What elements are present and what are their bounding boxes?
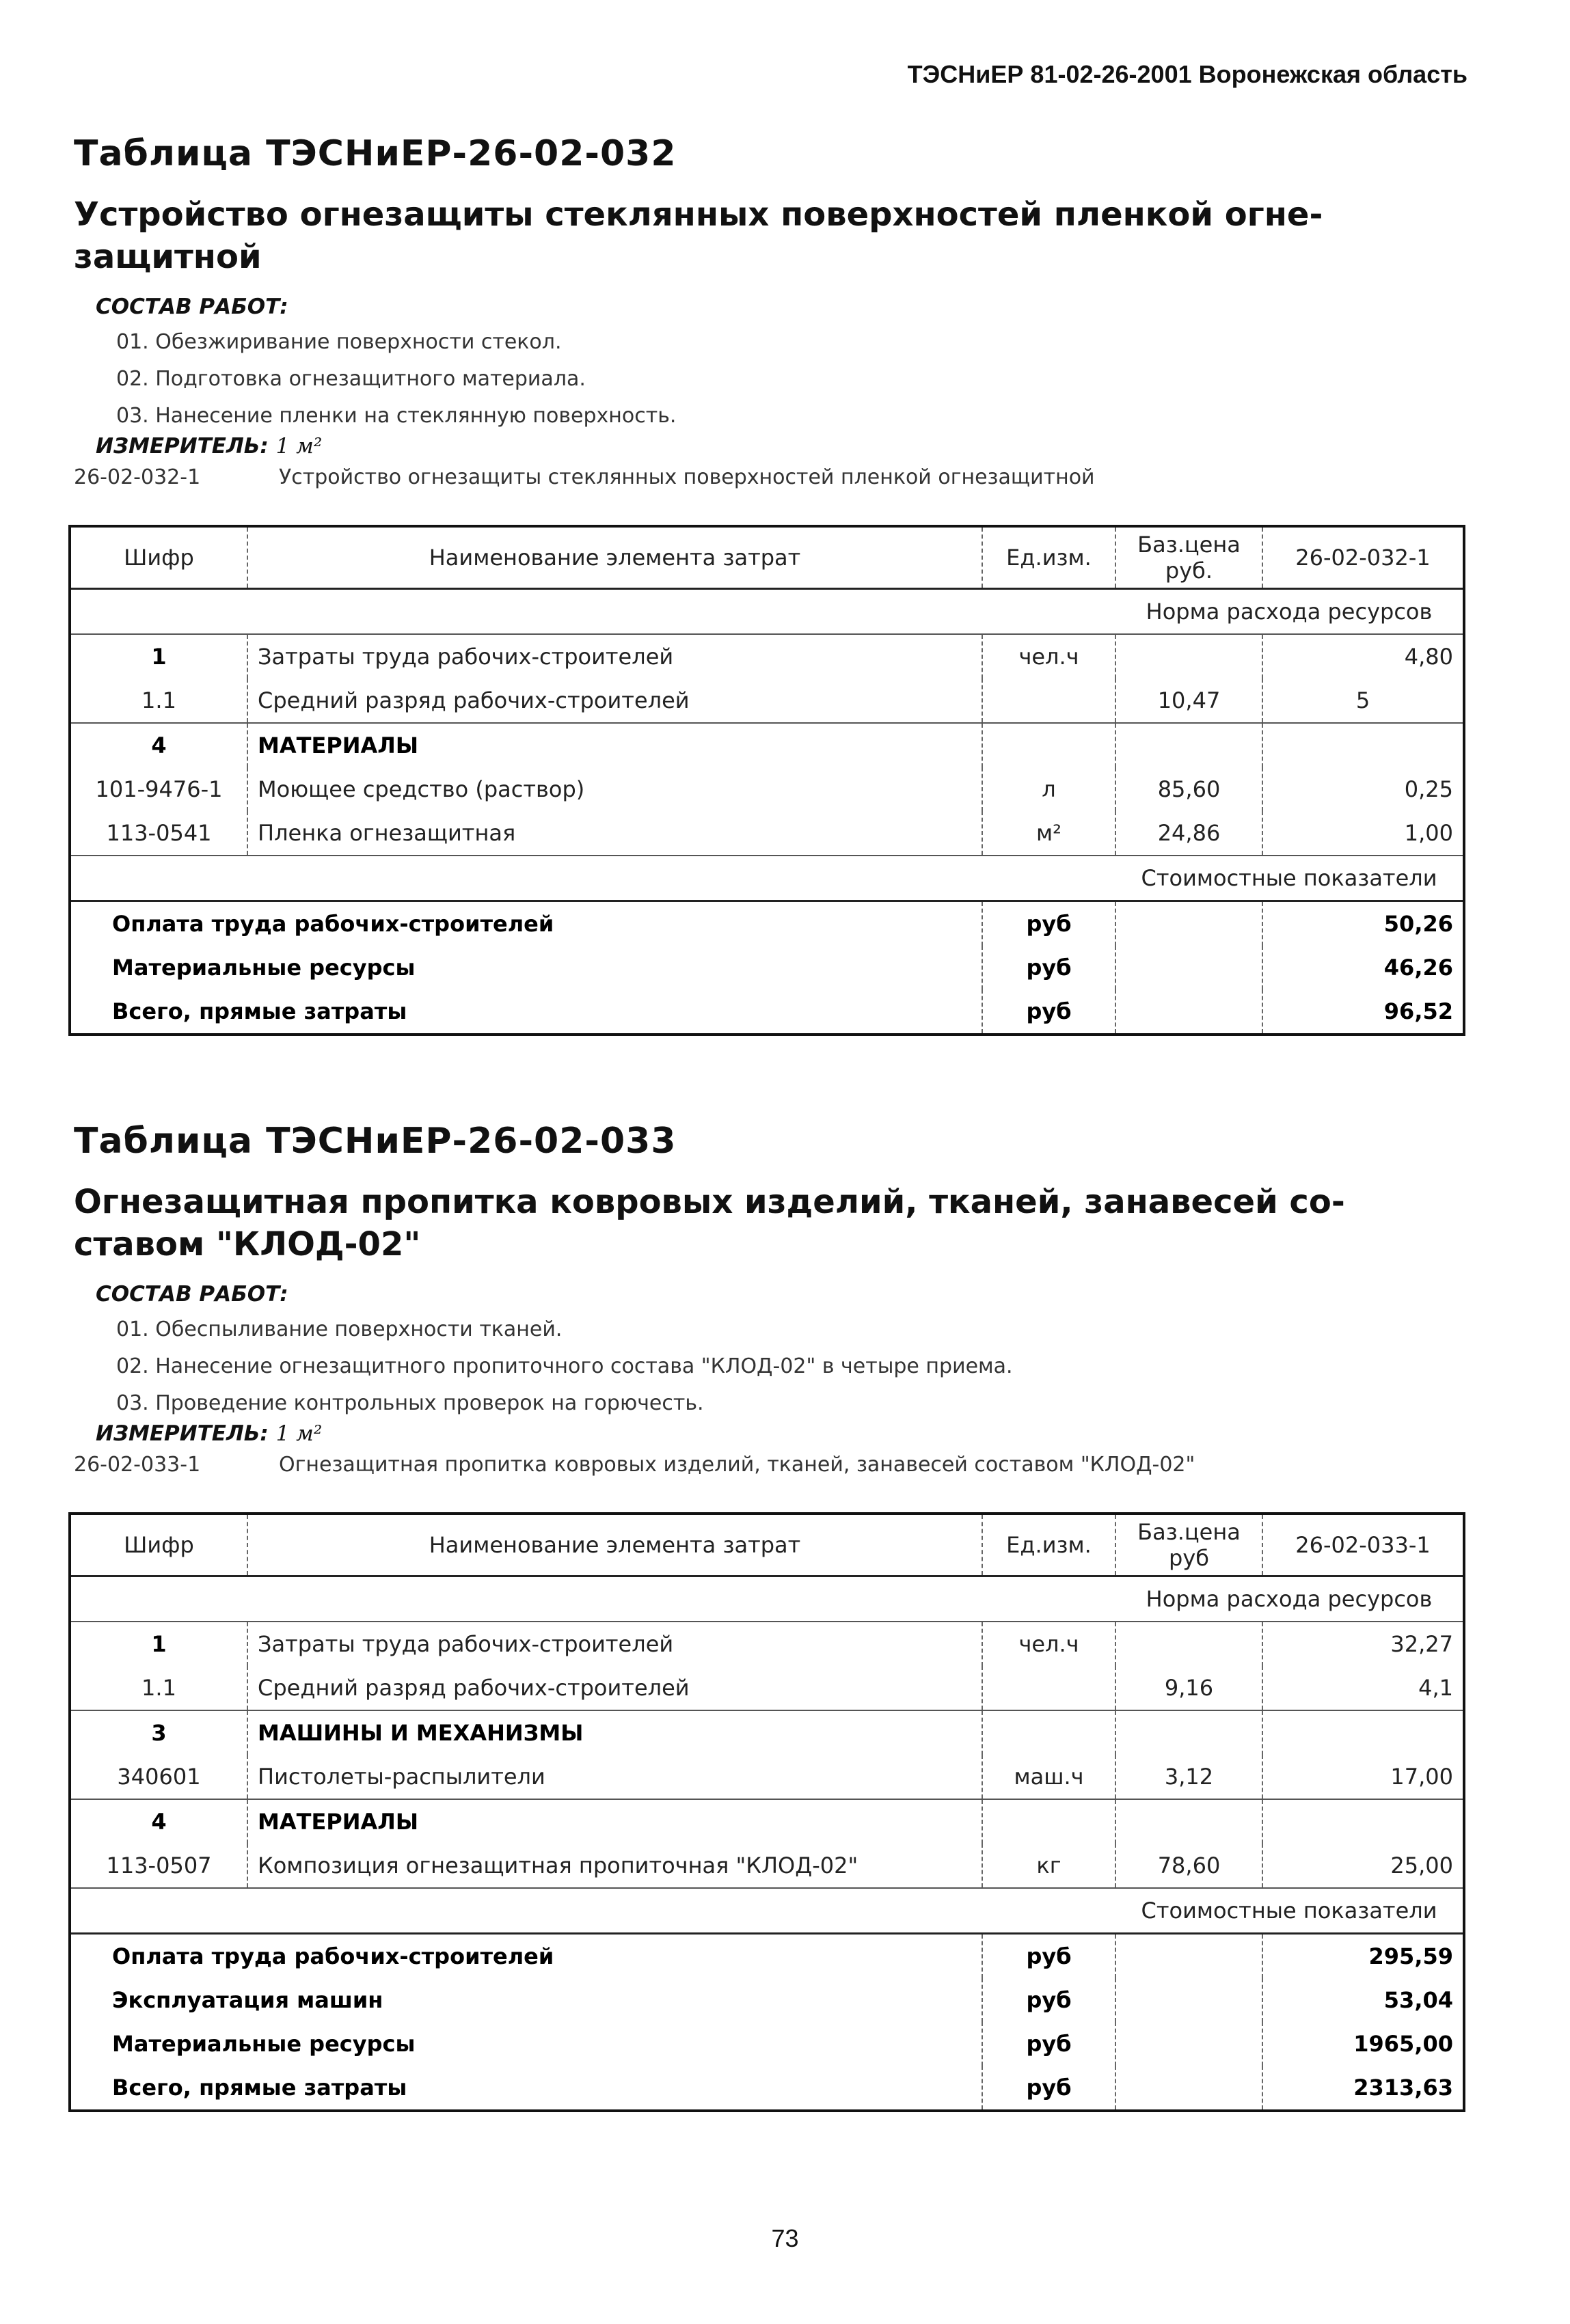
meter-value: 1 м² [275, 434, 323, 459]
norm-label: Норма расхода ресурсов [1115, 589, 1464, 635]
table-row [70, 811, 1464, 856]
cell-cipher: 1 [151, 644, 167, 670]
cell-price: 78,60 [1115, 1844, 1262, 1888]
cell-unit [982, 723, 1115, 767]
cell-value [1262, 1799, 1464, 1844]
norm-code: 26-02-033-1 [74, 1453, 201, 1477]
table-row [70, 679, 1464, 723]
norm-section-row [70, 589, 1464, 635]
summary-label: Эксплуатация машин [112, 1987, 383, 2013]
table-row [70, 1666, 1464, 1710]
table-subtitle: Устройство огнезащиты стеклянных поверхностей пленкой огне-защитной [74, 195, 1323, 276]
cell-value: 1,00 [1262, 811, 1464, 856]
cell-unit [982, 1666, 1115, 1710]
cell-cipher: 1.1 [141, 1675, 176, 1701]
works-label: СОСТАВ РАБОТ: [96, 1282, 288, 1307]
work-item: 02. Нанесение огнезащитного пропиточного состава "КЛОД-02" в четыре приема. [116, 1354, 1013, 1378]
summary-row [70, 2022, 1464, 2066]
summary-label: Оплата труда рабочих-строителей [70, 901, 982, 946]
header-name: Наименование элемента затрат [247, 1514, 982, 1576]
header-name: Наименование элемента затрат [247, 526, 982, 589]
summary-value: 295,59 [1262, 1934, 1464, 1979]
summary-value: 2313,63 [1262, 2066, 1464, 2111]
cell-value [1262, 723, 1464, 767]
norm-label: Норма расхода ресурсов [1115, 1576, 1464, 1622]
summary-unit: руб [982, 1934, 1115, 1979]
cell-cipher: 340601 [117, 1764, 201, 1790]
cell-value: 4,1 [1262, 1666, 1464, 1710]
summary-row [70, 989, 1464, 1035]
cell-value: 4,80 [1262, 634, 1464, 679]
work-item: 03. Нанесение пленки на стеклянную поверхность. [116, 404, 677, 428]
cost-label: Стоимостные показатели [1115, 1888, 1464, 1934]
table-row [70, 1844, 1464, 1888]
cell-unit [982, 1799, 1115, 1844]
header-code: 26-02-032-1 [1262, 526, 1464, 589]
header-unit: Ед.изм. [982, 526, 1115, 589]
code-line [74, 1453, 1470, 1477]
cell-name: Пленка огнезащитная [247, 811, 982, 856]
cell-price: 3,12 [1115, 1755, 1262, 1799]
summary-unit: руб [982, 901, 1115, 946]
cost-section-row [70, 856, 1464, 901]
header-price: Баз.цена руб. [1115, 526, 1262, 589]
cell-name: Моющее средство (раствор) [247, 767, 982, 811]
table-header-row [70, 526, 1464, 589]
summary-unit: руб [982, 946, 1115, 989]
cell-unit: маш.ч [982, 1755, 1115, 1799]
cell-value: 25,00 [1262, 1844, 1464, 1888]
table-section-033 [68, 1121, 1470, 2112]
cell-cipher: 4 [70, 723, 247, 767]
summary-label: Материальные ресурсы [112, 2031, 416, 2057]
cell-unit: м² [982, 811, 1115, 856]
norm-description: Устройство огнезащиты стеклянных поверхностей пленкой огнезащитной [279, 465, 1095, 489]
cell-name: Средний разряд рабочих-строителей [247, 1666, 982, 1710]
cell-unit: чел.ч [982, 1622, 1115, 1666]
table-subtitle: Огнезащитная пропитка ковровых изделий, тканей, занавесей со-ставом "КЛОД-02" [74, 1183, 1345, 1263]
table-header-row [70, 1514, 1464, 1576]
cell-name: Затраты труда рабочих-строителей [247, 1622, 982, 1666]
table-row [70, 1622, 1464, 1666]
cell-price [1115, 1799, 1262, 1844]
header-cipher: Шифр [70, 1514, 247, 1576]
work-item: 01. Обезжиривание поверхности стекол. [116, 330, 562, 354]
work-item: 02. Подготовка огнезащитного материала. [116, 367, 586, 391]
header-unit: Ед.изм. [982, 1514, 1115, 1576]
work-item: 01. Обеспыливание поверхности тканей. [116, 1317, 563, 1341]
table-row [70, 767, 1464, 811]
table-row [70, 634, 1464, 679]
cell-value: 0,25 [1262, 767, 1464, 811]
cell-cipher: 3 [70, 1710, 247, 1755]
table-section-032 [68, 133, 1470, 1036]
meter-label: ИЗМЕРИТЕЛЬ: [96, 1421, 269, 1446]
meter-line [96, 1421, 1470, 1446]
cell-price [1115, 1710, 1262, 1755]
meter-line [96, 434, 1470, 459]
cell-cipher: 1 [151, 1631, 167, 1657]
code-line [74, 465, 1470, 489]
summary-row [70, 2066, 1464, 2111]
header-code: 26-02-033-1 [1262, 1514, 1464, 1576]
cell-price: 85,60 [1115, 767, 1262, 811]
summary-row [70, 901, 1464, 946]
table-row [70, 1799, 1464, 1844]
cost-label: Стоимостные показатели [1115, 856, 1464, 901]
meter-value: 1 м² [275, 1421, 323, 1446]
summary-unit: руб [982, 989, 1115, 1035]
cell-unit [982, 679, 1115, 723]
meter-label: ИЗМЕРИТЕЛЬ: [96, 434, 269, 459]
cell-value: 17,00 [1262, 1755, 1464, 1799]
cell-value: 5 [1262, 679, 1464, 723]
table-row [70, 1710, 1464, 1755]
running-title: ТЭСНиЕР 81-02-26-2001 Воронежская область [907, 60, 1467, 88]
summary-value: 53,04 [1262, 1978, 1464, 2022]
norm-description: Огнезащитная пропитка ковровых изделий, тканей, занавесей составом "КЛОД-02" [279, 1453, 1195, 1477]
cell-name: Затраты труда рабочих-строителей [247, 634, 982, 679]
table-row [70, 723, 1464, 767]
work-item: 03. Проведение контрольных проверок на горючесть. [116, 1391, 704, 1415]
cell-price: 24,86 [1115, 811, 1262, 856]
cell-name: МАТЕРИАЛЫ [247, 1799, 982, 1844]
works-label: СОСТАВ РАБОТ: [96, 295, 288, 319]
summary-unit: руб [982, 2022, 1115, 2066]
table-title: Таблица ТЭСНиЕР-26-02-033 [74, 1121, 677, 1162]
header-cipher: Шифр [70, 526, 247, 589]
resource-table [68, 525, 1465, 1036]
summary-label: Материальные ресурсы [112, 955, 416, 981]
header-price: Баз.цена руб [1115, 1514, 1262, 1576]
summary-label: Всего, прямые затраты [112, 998, 407, 1024]
cell-cipher: 113-0541 [106, 820, 212, 846]
cell-price: 9,16 [1115, 1666, 1262, 1710]
summary-label: Всего, прямые затраты [112, 2075, 407, 2101]
cell-cipher: 113-0507 [106, 1853, 212, 1878]
norm-section-row [70, 1576, 1464, 1622]
cell-name: Композиция огнезащитная пропиточная "КЛОД-02" [247, 1844, 982, 1888]
table-row [70, 1755, 1464, 1799]
cell-price [1115, 723, 1262, 767]
summary-value: 46,26 [1262, 946, 1464, 989]
cell-value [1262, 1710, 1464, 1755]
summary-row [70, 946, 1464, 989]
page-number: 73 [771, 2224, 799, 2252]
summary-value: 1965,00 [1262, 2022, 1464, 2066]
cost-section-row [70, 1888, 1464, 1934]
cell-value: 32,27 [1262, 1622, 1464, 1666]
cell-unit [982, 1710, 1115, 1755]
cell-unit: чел.ч [982, 634, 1115, 679]
resource-table [68, 1512, 1465, 2112]
norm-code: 26-02-032-1 [74, 465, 201, 489]
summary-row [70, 1978, 1464, 2022]
cell-name: Пистолеты-распылители [247, 1755, 982, 1799]
cell-name: МАТЕРИАЛЫ [247, 723, 982, 767]
cell-price [1115, 1622, 1262, 1666]
summary-row [70, 1934, 1464, 1979]
summary-value: 50,26 [1262, 901, 1464, 946]
summary-unit: руб [982, 1978, 1115, 2022]
table-title: Таблица ТЭСНиЕР-26-02-032 [74, 133, 677, 174]
cell-cipher: 101-9476-1 [95, 776, 223, 802]
cell-cipher: 4 [70, 1799, 247, 1844]
summary-value: 96,52 [1262, 989, 1464, 1035]
cell-unit: л [982, 767, 1115, 811]
cell-price [1115, 634, 1262, 679]
summary-unit: руб [982, 2066, 1115, 2111]
cell-unit: кг [982, 1844, 1115, 1888]
summary-label: Оплата труда рабочих-строителей [70, 1934, 982, 1979]
cell-name: МАШИНЫ И МЕХАНИЗМЫ [247, 1710, 982, 1755]
cell-name: Средний разряд рабочих-строителей [247, 679, 982, 723]
cell-cipher: 1.1 [141, 687, 176, 713]
cell-price: 10,47 [1115, 679, 1262, 723]
